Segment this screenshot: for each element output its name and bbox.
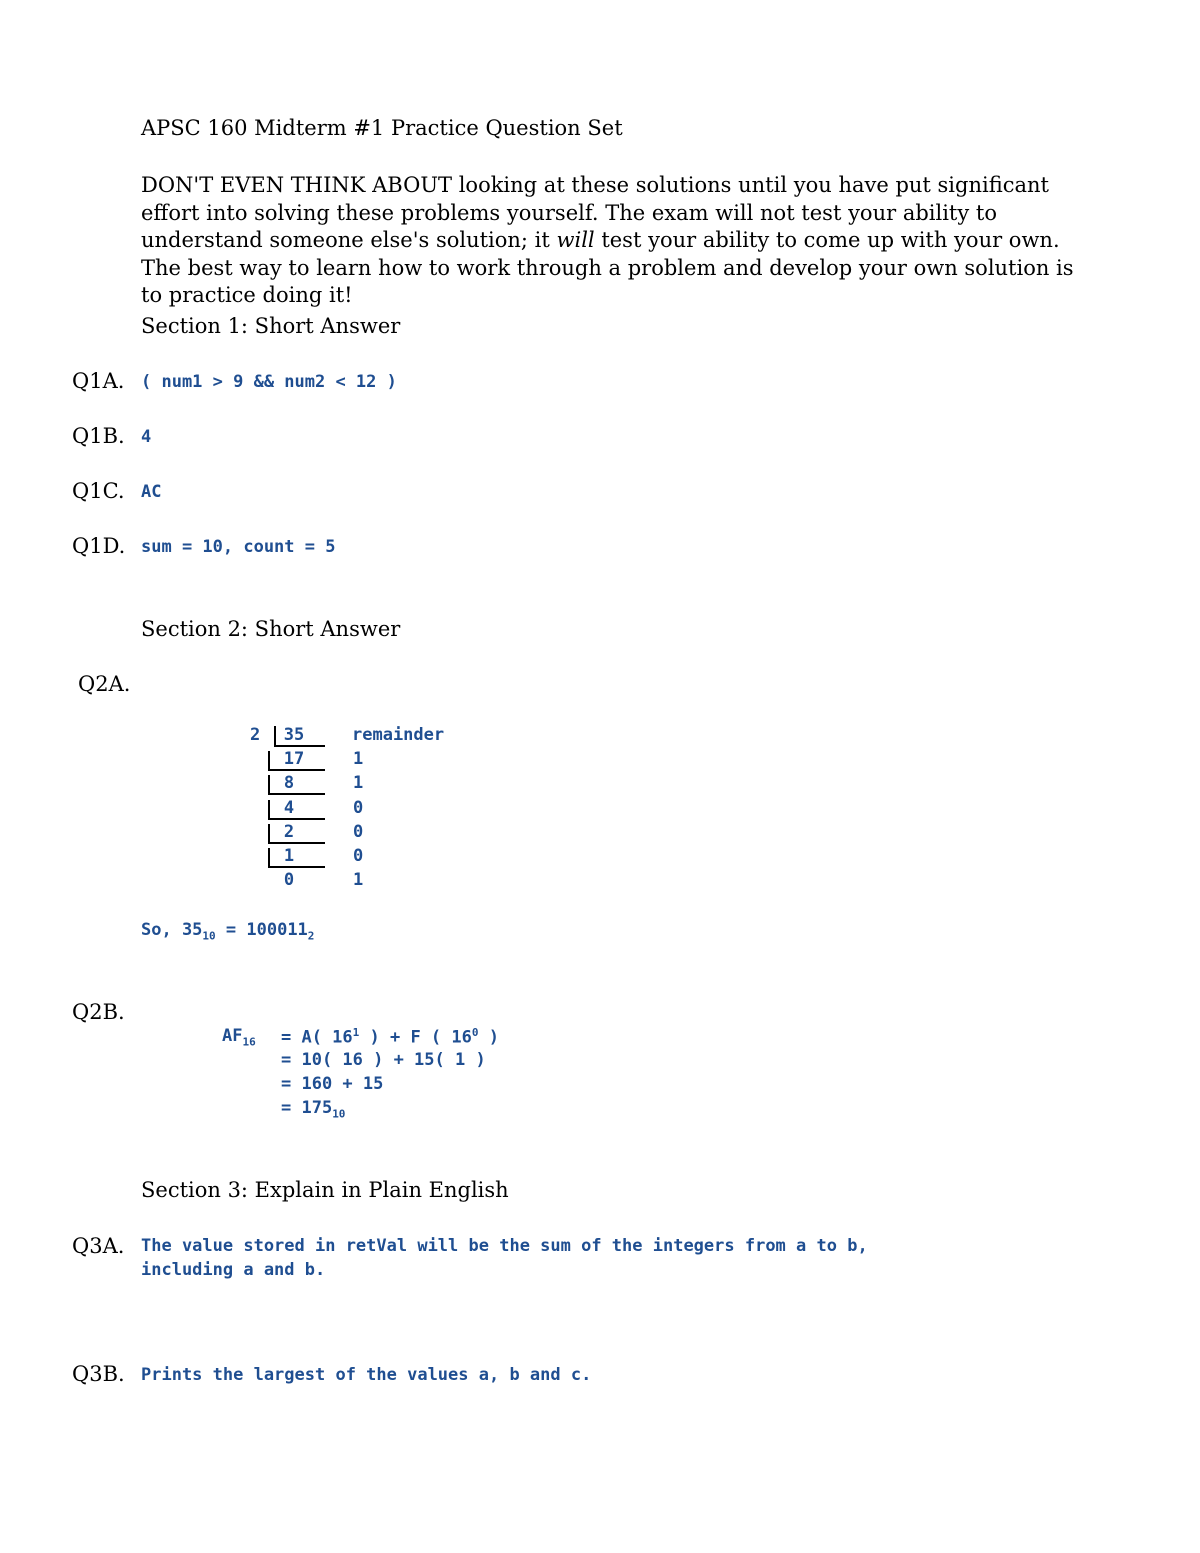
q1d-answer: sum = 10, count = 5 [141,537,336,557]
division-bar [274,726,276,746]
q1c-answer: AC [141,482,162,502]
q2a-result-eq: = 100011 [215,920,308,940]
division-bar [268,775,270,795]
divisor: 2 [250,725,261,745]
division-bar [268,751,270,771]
division-line [268,842,325,844]
q1d-label: Q1D. [72,534,126,558]
quotient-1: 17 [283,749,305,769]
q3b-label: Q3B. [72,1362,125,1386]
q1b-answer: 4 [141,427,152,447]
intro-emphasis: will [556,228,595,252]
q2b-lhs-base: 16 [242,1035,256,1049]
intro-text-1: looking at these solutions until you have put significant effort into solving these problems yourself. The exam will not test your ability to understand someone else's solution; it [141,173,1049,252]
page-title: APSC 160 Midterm #1 Practice Question Set [141,116,623,140]
remainder-1: 1 [353,773,364,793]
q2a-result [141,920,314,942]
division-line [274,745,325,747]
q2b-line4-base: 10 [332,1107,346,1121]
remainder-0: 1 [353,749,364,769]
q1c-label: Q1C. [72,479,125,503]
q3b-answer: Prints the largest of the values a, b and c. [141,1365,592,1385]
remainder-header: remainder [352,725,445,745]
quotient-0: 35 [283,725,305,745]
division-line [268,793,325,795]
remainder-3: 0 [353,822,364,842]
intro-paragraph [141,172,1101,310]
remainder-5: 1 [353,870,364,890]
q1b-label: Q1B. [72,424,125,448]
q2a-result-base-from: 10 [202,929,216,943]
quotient-3: 4 [283,798,295,818]
q2b-line4-text: = 175 [281,1098,333,1118]
section2-heading: Section 2: Short Answer [141,617,401,641]
q2b-line2: = 10( 16 ) + 15( 1 ) [281,1050,486,1070]
q1a-answer: ( num1 > 9 && num2 < 12 ) [141,372,397,392]
division-bar [268,800,270,820]
quotient-2: 8 [283,773,295,793]
q2b-line1 [281,1026,499,1048]
q2b-lhs-text: AF [222,1026,243,1046]
intro-lead: DON'T EVEN THINK ABOUT [141,173,453,197]
q2a-result-base-to: 2 [307,929,315,943]
quotient-6: 0 [283,870,295,890]
q3a-answer-line1: The value stored in retVal will be the sum of the integers from a to b, [141,1236,868,1256]
remainder-4: 0 [353,846,364,866]
q1a-label: Q1A. [72,369,125,393]
q2b-lhs [222,1026,256,1048]
q2a-result-prefix: So, 35 [141,920,203,940]
division-bar [268,824,270,844]
q2b-label: Q2B. [72,1000,125,1024]
intro-text-2: test your ability to come up with your own. The best way to learn how to work through a problem and develop your own solution is to practice doing it! [141,228,1074,307]
remainder-2: 0 [353,798,364,818]
q2b-line3: = 160 + 15 [281,1074,384,1094]
q2b-line1-a: = A( 16 [281,1027,353,1048]
q2b-line4 [281,1098,345,1120]
section1-heading: Section 1: Short Answer [141,314,401,338]
q2b-line1-sup1: 1 [352,1026,360,1039]
q3a-answer-line2: including a and b. [141,1260,326,1280]
q2b-line1-c: ) [478,1027,499,1048]
q2a-label: Q2A. [78,672,131,696]
division-bar [268,848,270,868]
q2b-line1-b: ) + F ( 16 [359,1027,472,1048]
q3a-label: Q3A. [72,1234,125,1258]
quotient-5: 1 [283,846,295,866]
quotient-4: 2 [283,822,295,842]
division-line [268,866,325,868]
division-line [268,818,325,820]
section3-heading: Section 3: Explain in Plain English [141,1178,509,1202]
division-line [268,769,325,771]
q2b-line1-sup2: 0 [471,1026,479,1039]
